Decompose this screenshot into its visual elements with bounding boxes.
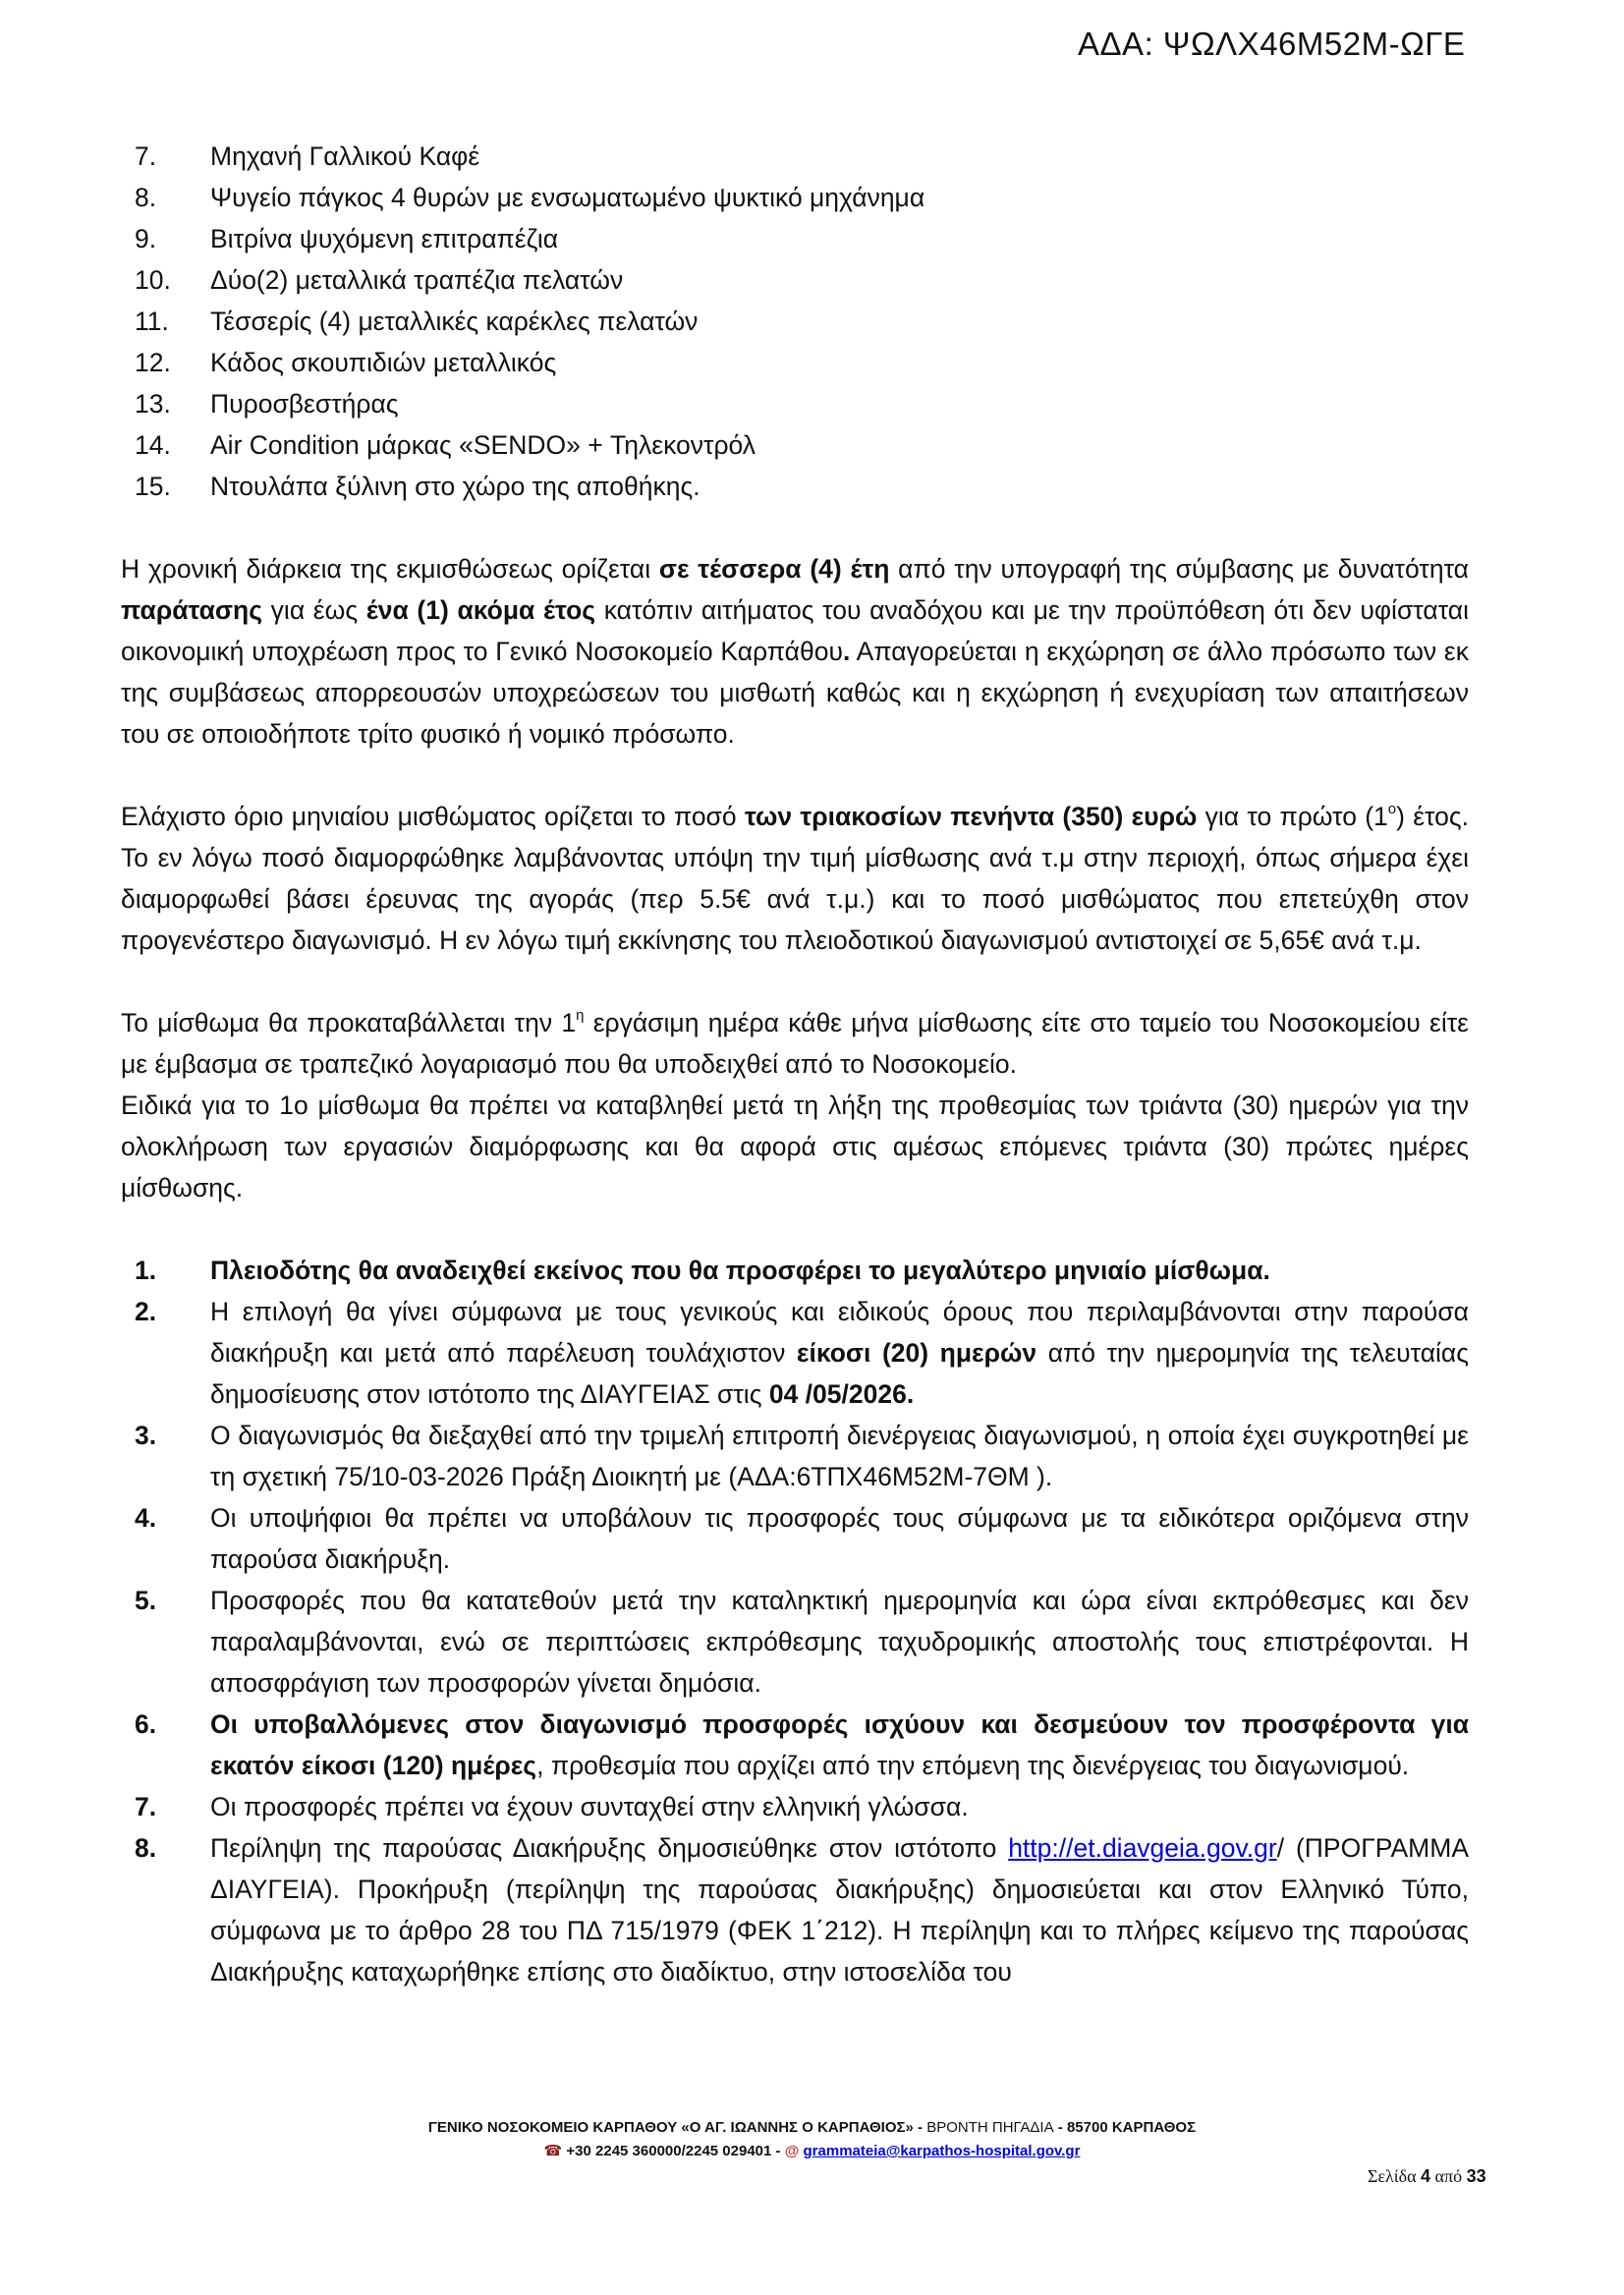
paragraph-payment: Το μίσθωμα θα προκαταβάλλεται την $1^\eta$ εργάσιμη ημέρα κάθε μήνα μίσθωσης είτε στο ταμείο του Νοσοκομείου είτε με έμβασμα σε τραπεζικό λογαριασμό που θα υποδειχθεί από το Νοσοκομείο. [121,1007,1469,1079]
list-item: 14. Air Condition μάρκας «SENDO» + Τηλεκοντρόλ [135,430,756,460]
list-item: 8. Περίληψη της παρούσας Διακήρυξης δημοσιεύθηκε στον ιστότοπο http://et.diavgeia.gov.gr/ (ΠΡΟΓΡΑΜΜΑ ΔΙΑΥΓΕΙΑ). Προκήρυξη (περίληψη της παρούσας διακήρυξης) δημοσιεύεται και στον Ελληνικό Τύπο, σύμφωνα με το άρθρο 28 του ΠΔ 715/1979 (ΦΕΚ 1΄212). Η περίληψη και το πλήρες κείμενο της παρούσας Διακήρυξης καταχωρήθηκε επίσης στο διαδίκτυο, στην ιστοσελίδα του [135,1833,1469,1987]
at-icon: @ [784,2143,800,2159]
list-item: 8. Ψυγείο πάγκος 4 θυρών με ενσωματωμένο ψυκτικό μηχάνημα [135,183,925,212]
list-item: 1. Πλειοδότης θα αναδειχθεί εκείνος που θα προσφέρει το μεγαλύτερο μηνιαίο μίσθωμα. [135,1256,1270,1285]
page-number: Σελίδα 4 από 33 [1368,2166,1486,2186]
list-item: 4. Οι υποψήφιοι θα πρέπει να υποβάλουν τις προσφορές τους σύμφωνα με τα ειδικότερα οριζόμενα στην παρούσα διακήρυξη. [135,1503,1469,1574]
list-item: 12. Κάδος σκουπιδιών μεταλλικός [135,348,557,377]
footer-contact: ☎ +30 2245 360000/2245 029401 - @ grammateia@karpathos-hospital.gov.gr [543,2143,1081,2159]
list-item: 13. Πυροσβεστήρας [135,389,399,419]
document-ada-code: ΑΔΑ: ΨΩΛΧ46Μ52Μ-ΩΓΕ [1078,26,1466,62]
list-item: 7. Οι προσφορές πρέπει να έχουν συνταχθεί στην ελληνική γλώσσα. [135,1792,969,1821]
list-item: 10. Δύο(2) μεταλλικά τραπέζια πελατών [135,265,624,295]
list-item: 11. Τέσσερίς (4) μεταλλικές καρέκλες πελατών [135,307,699,336]
document-body [121,136,1469,1992]
paragraph-minimum-rent: Ελάχιστο όριο μηνιαίου μισθώματος ορίζεται το ποσό των τριακοσίων πενήντα (350) ευρώ για το πρώτο $(1^o)$ έτος. Το εν λόγω ποσό διαμορφώθηκε λαμβάνοντας υπόψη την τιμή μίσθωσης ανά τ.μ στην περιοχή, όπως σήμερα έχει διαμορφωθεί βάσει έρευνας της αγοράς (περ 5.5€ ανά τ.μ.) και το ποσό μισθώματος που επετεύχθη στον προγενέστερο διαγωνισμό. Η εν λόγω τιμή εκκίνησης του πλειοδοτικού διαγωνισμού αντιστοιχεί σε 5,65€ ανά τ.μ. [121,801,1470,955]
footer-address: ΓΕΝΙΚΟ ΝΟΣΟΚΟΜΕΙΟ ΚΑΡΠΑΘΟΥ «Ο ΑΓ. ΙΩΑΝΝΗΣ Ο ΚΑΡΠΑΘΙΟΣ» - ΒΡΟΝΤΗ ΠΗΓΑΔΙΑ - 85700 ΚΑΡΠΑΘΟΣ [427,2119,1197,2136]
list-item: 2. Η επιλογή θα γίνει σύμφωνα με τους γενικούς και ειδικούς όρους που περιλαμβάνονται στην παρούσα διακήρυξη και μετά από παρέλευση τουλάχιστον είκοσι (20) ημερών από την ημερομηνία της τελευταίας δημοσίευσης στον ιστότοπο της ΔΙΑΥΓΕΙΑΣ στις 04 /05/2026. [135,1297,1469,1409]
list-item: 3. Ο διαγωνισμός θα διεξαχθεί από την τριμελή επιτροπή διενέργειας διαγωνισμού, η οποία έχει συγκροτηθεί με τη σχετική 75/10-03-2026 Πράξη Διοικητή με (ΑΔΑ:6ΤΠΧ46Μ52Μ-7ΘΜ ). [135,1421,1469,1491]
list-item: 15. Ντουλάπα ξύλινη στο χώρο της αποθήκης. [135,472,700,501]
list-item: 6. Οι υποβαλλόμενες στον διαγωνισμό προσφορές ισχύουν και δεσμεύουν τον προσφέροντα για εκατόν είκοσι (120) ημέρες, προθεσμία που αρχίζει από την επόμενη της διενέργειας του διαγωνισμού. [135,1709,1469,1780]
list-item: 5. Προσφορές που θα κατατεθούν μετά την καταληκτική ημερομηνία και ώρα είναι εκπρόθεσμες και δεν παραλαμβάνονται, ενώ σε περιπτώσεις εκπρόθεσμης ταχυδρομικής αποστολής τους επιστρέφονται. Η αποσφράγιση των προσφορών γίνεται δημόσια. [135,1586,1469,1698]
email-link[interactable]: grammateia@karpathos-hospital.gov.gr [803,2143,1081,2159]
list-item: 7. Μηχανή Γαλλικού Καφέ [135,141,480,171]
paragraph-first-rent: Ειδικά για το 1ο μίσθωμα θα πρέπει να καταβληθεί μετά τη λήξη της προθεσμίας των τριάντα (30) ημερών για την ολοκλήρωση των εργασιών διαμόρφωσης και θα αφορά στις αμέσως επόμενες τριάντα (30) πρώτες ημέρες μίσθωσης. [121,1091,1469,1203]
phone-icon: ☎ [543,2143,563,2159]
diavgeia-link[interactable]: http://et.diavgeia.gov.gr [1008,1833,1277,1863]
terms-list [121,1250,1469,1992]
list-item: 9. Βιτρίνα ψυχόμενη επιτραπέζια [135,224,559,253]
equipment-list [121,136,1469,507]
paragraph-lease-duration: Η χρονική διάρκεια της εκμισθώσεως ορίζεται σε τέσσερα (4) έτη από την υπογραφή της σύμβασης με δυνατότητα παράτασης για έως ένα (1) ακόμα έτος κατόπιν αιτήματος του αναδόχου και με την προϋπόθεση ότι δεν υφίσταται οικονομική υποχρέωση προς το Γενικό Νοσοκομείο Καρπάθου. Απαγορεύεται η εκχώρηση σε άλλο πρόσωπο των εκ της συμβάσεως απορρεουσών υποχρεώσεων του μισθωτή καθώς και η εκχώρηση ή ενεχυρίαση των απαιτήσεων του σε οποιοδήποτε τρίτο φυσικό ή νομικό πρόσωπο. [121,554,1470,749]
